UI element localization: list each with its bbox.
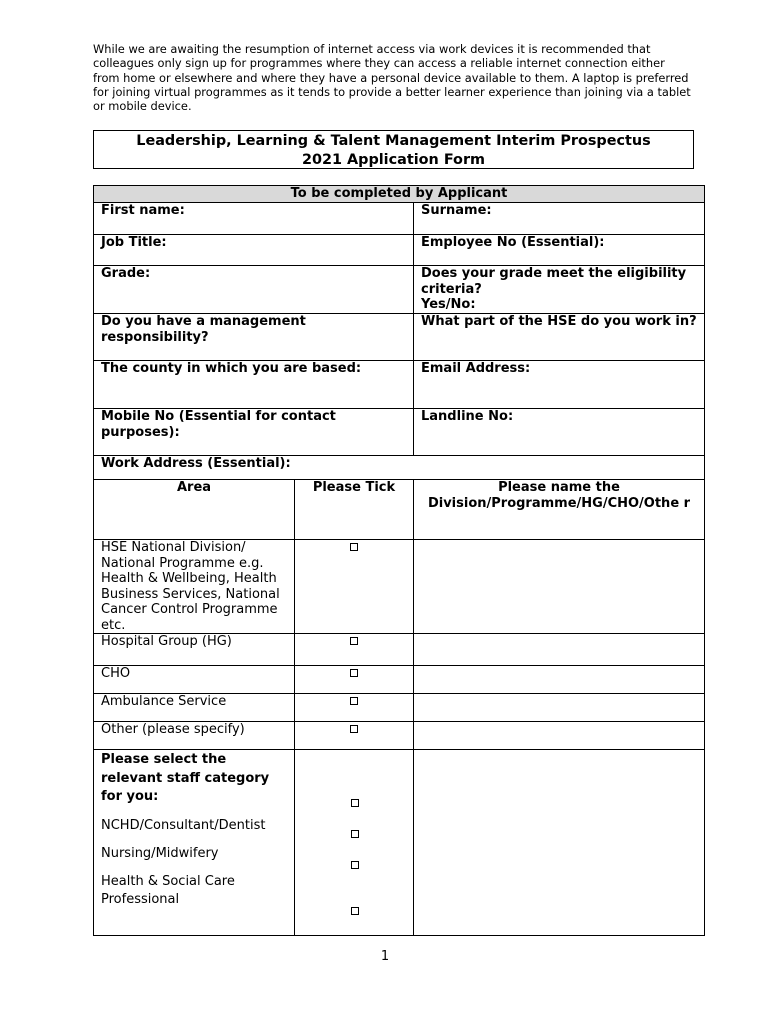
employee-no-field[interactable]: Employee No (Essential): [414,235,705,266]
job-title-field[interactable]: Job Title: [94,235,414,266]
area-row-ambulance [94,694,705,722]
management-field[interactable]: Do you have a management responsibility? [94,314,414,361]
area-label-national: HSE National Division/ National Programme e.g. Health & Wellbeing, Health Business Services, National Cancer Control Programme etc. [94,540,295,634]
staff-option-nursing: Nursing/Midwifery [101,845,219,861]
checkbox-cho[interactable] [350,669,358,677]
county-row [94,361,705,409]
eligibility-question: Does your grade meet the eligibility criteria? [421,266,687,297]
application-form-table [93,185,705,936]
first-name-field[interactable]: First name: [94,203,414,235]
division-name-other[interactable] [414,722,705,750]
email-field[interactable]: Email Address: [414,361,705,409]
grade-field[interactable]: Grade: [94,266,414,314]
county-field[interactable]: The county in which you are based: [94,361,414,409]
checkbox-staff-nursing[interactable] [351,861,359,869]
staff-name-cell[interactable] [414,750,705,936]
division-name-ambulance[interactable] [414,694,705,722]
section-header: To be completed by Applicant [94,186,705,203]
work-address-row [94,456,705,480]
page-number: 1 [380,949,390,964]
checkbox-staff-hscp[interactable] [351,907,359,915]
staff-option-hscp: Health & Social Care Professional [101,873,235,907]
form-title-line-2: 2021 Application Form [301,151,486,168]
area-row-cho [94,666,705,694]
staff-tick-cell [295,750,414,936]
area-label-ambulance: Ambulance Service [94,694,295,722]
area-row-other [94,722,705,750]
staff-category-label: Please select the relevant staff category for you: [101,752,270,804]
hse-part-field[interactable]: What part of the HSE do you work in? [414,314,705,361]
area-header-row [94,480,705,540]
work-address-field[interactable]: Work Address (Essential): [94,456,705,480]
eligibility-field[interactable] [414,266,705,314]
surname-field[interactable]: Surname: [414,203,705,235]
intro-paragraph: While we are awaiting the resumption of internet access via work devices it is recommended that colleagues only sign up for programmes where they can access a reliable internet connection either from home or elsewhere and where they have a personal device available to them. A laptop is preferred for joining virtual programmes as it tends to provide a better learner experience than joining via a tablet or mobile device. [93,42,691,114]
staff-category-row [94,750,705,936]
checkbox-staff-nchd[interactable] [351,830,359,838]
phone-row [94,409,705,456]
name-row [94,203,705,235]
area-header: Area [94,480,295,540]
yes-no-label: Yes/No: [421,297,476,312]
grade-row [94,266,705,314]
form-title-box [93,130,694,169]
division-name-cho[interactable] [414,666,705,694]
area-label-hg: Hospital Group (HG) [94,634,295,666]
staff-category-cell [94,750,295,936]
checkbox-other[interactable] [350,725,358,733]
job-row [94,235,705,266]
division-name-header: Please name the Division/Programme/HG/CHO/Othe r [414,480,705,540]
management-row [94,314,705,361]
landline-field[interactable]: Landline No: [414,409,705,456]
area-row-hg [94,634,705,666]
area-label-cho: CHO [94,666,295,694]
division-name-national[interactable] [414,540,705,634]
division-name-hg[interactable] [414,634,705,666]
form-title-line-1: Leadership, Learning & Talent Management Interim Prospectus [136,133,651,149]
checkbox-ambulance[interactable] [350,697,358,705]
area-label-other: Other (please specify) [94,722,295,750]
mobile-field[interactable]: Mobile No (Essential for contact purposes): [94,409,414,456]
area-row-national [94,540,705,634]
staff-option-nchd: NCHD/Consultant/Dentist [101,817,266,833]
section-header-row [94,186,705,203]
checkbox-national[interactable] [350,543,358,551]
tick-header: Please Tick [295,480,414,540]
checkbox-hg[interactable] [350,637,358,645]
checkbox-staff-blank[interactable] [351,799,359,807]
